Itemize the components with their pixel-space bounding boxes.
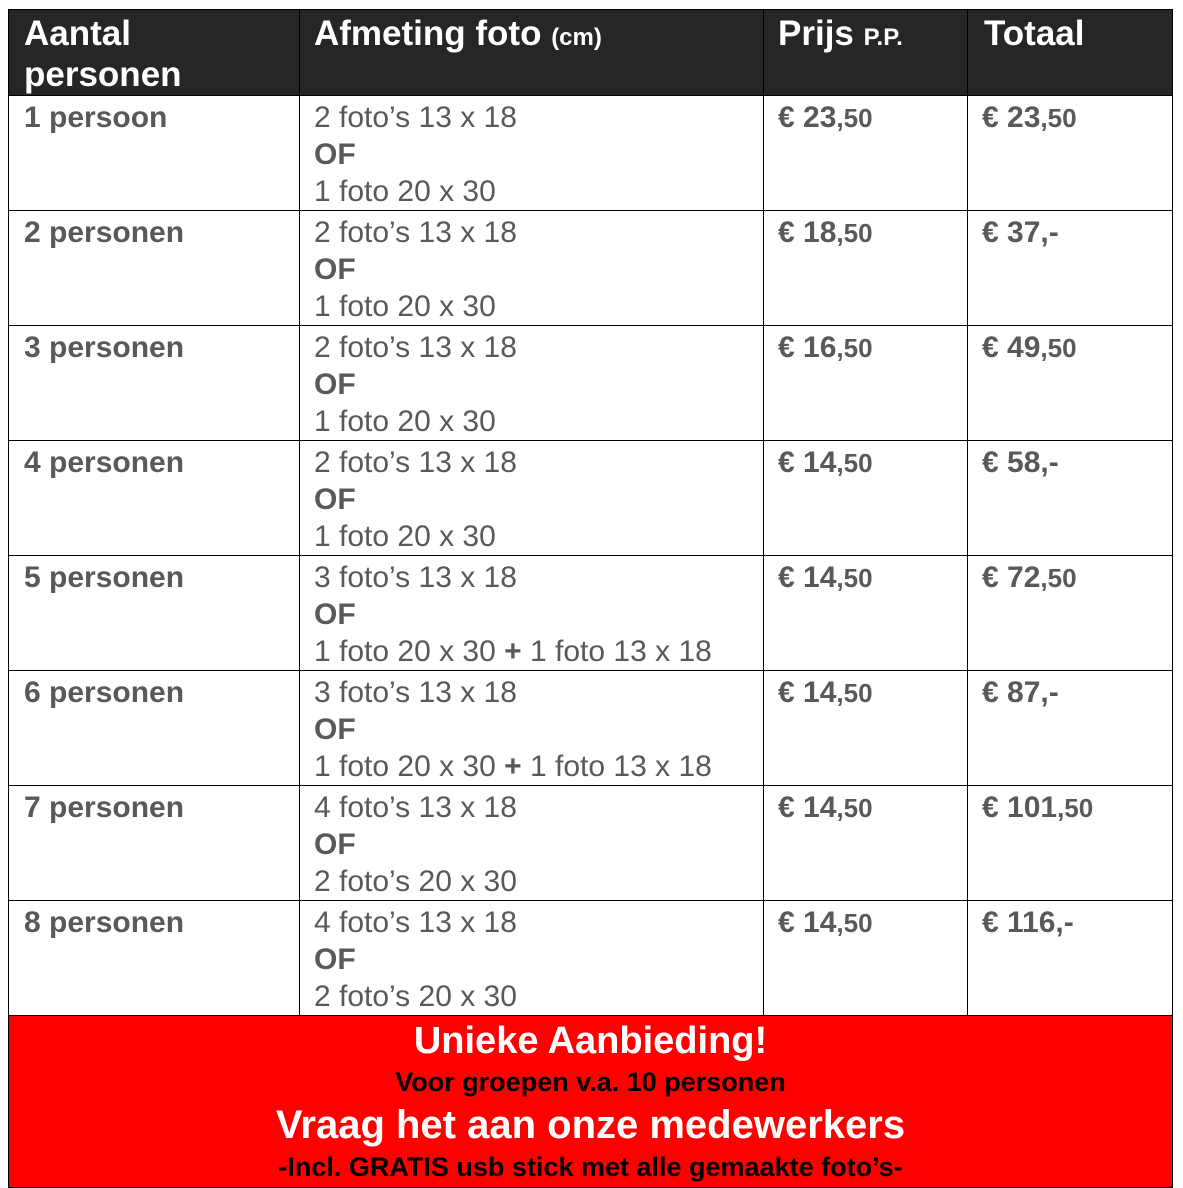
photo-option-a: 4 foto’s 13 x 18 — [314, 906, 517, 939]
photo-option-b-main: 1 foto 20 x 30 — [314, 520, 496, 553]
offer-banner — [9, 1016, 1173, 1188]
photo-option-a: 2 foto’s 13 x 18 — [314, 331, 517, 364]
header-total-label: Totaal — [984, 14, 1085, 53]
price-main: € 14 — [778, 676, 837, 709]
photo-option-a: 3 foto’s 13 x 18 — [314, 676, 517, 709]
total-cents: ,50 — [1040, 103, 1077, 133]
photo-size-cell — [300, 211, 764, 326]
photo-option-b-main: 1 foto 20 x 30 — [314, 290, 496, 323]
price-table — [8, 9, 1173, 1188]
or-label: OF — [314, 138, 356, 171]
table-row — [9, 441, 1173, 556]
price-cents: ,50 — [836, 908, 873, 938]
header-persons-line1: Aantal — [24, 14, 131, 53]
total-cents: ,50 — [1040, 563, 1077, 593]
photo-option-b-main: 1 foto 20 x 30 — [314, 405, 496, 438]
or-label: OF — [314, 943, 356, 976]
price-cell — [764, 441, 968, 556]
photo-option-b-extra: 1 foto 13 x 18 — [521, 635, 712, 668]
persons-label: 8 personen — [24, 906, 185, 939]
price-cell — [764, 96, 968, 211]
price-cell — [764, 211, 968, 326]
header-persons-line2: personen — [24, 55, 182, 94]
total-cell — [968, 441, 1173, 556]
header-price-unit: P.P. — [863, 24, 903, 51]
total-main: € 101 — [982, 791, 1058, 824]
photo-option-a: 2 foto’s 13 x 18 — [314, 446, 517, 479]
offer-note: -Incl. GRATIS usb stick met alle gemaakte foto’s- — [278, 1152, 903, 1182]
table-row — [9, 326, 1173, 441]
persons-label: 7 personen — [24, 791, 185, 824]
total-main: € 72 — [982, 561, 1041, 594]
price-cents: ,50 — [836, 793, 873, 823]
photo-option-b — [314, 978, 763, 1015]
header-photo-size — [300, 10, 764, 96]
total-cell — [968, 671, 1173, 786]
price-cell — [764, 326, 968, 441]
header-photo-size-unit: (cm) — [551, 24, 602, 51]
price-cents: ,50 — [836, 333, 873, 363]
or-label: OF — [314, 598, 356, 631]
persons-cell — [9, 326, 300, 441]
persons-cell — [9, 211, 300, 326]
persons-label: 2 personen — [24, 216, 185, 249]
persons-cell — [9, 556, 300, 671]
table-row — [9, 96, 1173, 211]
total-main: € 49 — [982, 331, 1041, 364]
photo-option-b — [314, 288, 763, 325]
persons-label: 4 personen — [24, 446, 185, 479]
photo-option-b — [314, 748, 763, 785]
offer-subtitle: Voor groepen v.a. 10 personen — [395, 1067, 786, 1097]
price-cents: ,50 — [836, 678, 873, 708]
photo-size-cell — [300, 556, 764, 671]
table-row — [9, 786, 1173, 901]
offer-row — [9, 1016, 1173, 1188]
price-cents: ,50 — [836, 563, 873, 593]
total-cell — [968, 326, 1173, 441]
table-row — [9, 671, 1173, 786]
or-label: OF — [314, 253, 356, 286]
persons-label: 6 personen — [24, 676, 185, 709]
price-cell — [764, 671, 968, 786]
persons-label: 5 personen — [24, 561, 185, 594]
photo-size-cell — [300, 901, 764, 1016]
photo-option-b — [314, 173, 763, 210]
photo-size-cell — [300, 96, 764, 211]
header-photo-size-label: Afmeting foto — [314, 14, 542, 53]
table-row — [9, 901, 1173, 1016]
price-cents: ,50 — [836, 218, 873, 248]
plus-sign: + — [504, 750, 522, 783]
header-persons — [9, 10, 300, 96]
price-main: € 14 — [778, 906, 837, 939]
persons-label: 3 personen — [24, 331, 185, 364]
header-total — [968, 10, 1173, 96]
header-price — [764, 10, 968, 96]
or-label: OF — [314, 713, 356, 746]
photo-size-cell — [300, 326, 764, 441]
plus-sign: + — [504, 635, 522, 668]
price-cell — [764, 556, 968, 671]
total-main: € 23 — [982, 101, 1041, 134]
photo-option-b — [314, 633, 763, 670]
total-cell — [968, 96, 1173, 211]
photo-size-cell — [300, 671, 764, 786]
total-cell — [968, 211, 1173, 326]
persons-cell — [9, 441, 300, 556]
price-cents: ,50 — [836, 103, 873, 133]
persons-cell — [9, 96, 300, 211]
table-body — [9, 96, 1173, 1016]
persons-cell — [9, 901, 300, 1016]
price-main: € 14 — [778, 446, 837, 479]
photo-option-a: 2 foto’s 13 x 18 — [314, 101, 517, 134]
total-main: € 87,- — [982, 676, 1059, 709]
total-main: € 116,- — [982, 906, 1074, 939]
photo-option-b — [314, 403, 763, 440]
price-main: € 14 — [778, 791, 837, 824]
photo-option-b-main: 1 foto 20 x 30 — [314, 750, 505, 783]
price-cents: ,50 — [836, 448, 873, 478]
photo-option-b-main: 2 foto’s 20 x 30 — [314, 980, 517, 1013]
total-cell — [968, 901, 1173, 1016]
persons-label: 1 persoon — [24, 101, 168, 134]
price-main: € 18 — [778, 216, 837, 249]
photo-size-cell — [300, 786, 764, 901]
table-row — [9, 556, 1173, 671]
photo-size-cell — [300, 441, 764, 556]
photo-option-b — [314, 863, 763, 900]
table-header-row — [9, 10, 1173, 96]
photo-option-b-main: 1 foto 20 x 30 — [314, 635, 505, 668]
price-cell — [764, 786, 968, 901]
photo-option-a: 2 foto’s 13 x 18 — [314, 216, 517, 249]
total-cents: ,50 — [1057, 793, 1094, 823]
price-main: € 16 — [778, 331, 837, 364]
photo-option-b-main: 2 foto’s 20 x 30 — [314, 865, 517, 898]
price-cell — [764, 901, 968, 1016]
price-main: € 23 — [778, 101, 837, 134]
photo-option-b-extra: 1 foto 13 x 18 — [521, 750, 712, 783]
or-label: OF — [314, 828, 356, 861]
photo-option-a: 4 foto’s 13 x 18 — [314, 791, 517, 824]
total-cell — [968, 556, 1173, 671]
header-price-label: Prijs — [778, 14, 854, 53]
persons-cell — [9, 671, 300, 786]
total-cents: ,50 — [1040, 333, 1077, 363]
offer-cta: Vraag het aan onze medewerkers — [275, 1103, 906, 1147]
photo-option-b-main: 1 foto 20 x 30 — [314, 175, 496, 208]
total-main: € 37,- — [982, 216, 1059, 249]
persons-cell — [9, 786, 300, 901]
offer-title: Unieke Aanbieding! — [413, 1020, 768, 1062]
or-label: OF — [314, 483, 356, 516]
or-label: OF — [314, 368, 356, 401]
photo-option-b — [314, 518, 763, 555]
price-main: € 14 — [778, 561, 837, 594]
total-cell — [968, 786, 1173, 901]
photo-option-a: 3 foto’s 13 x 18 — [314, 561, 517, 594]
table-row — [9, 211, 1173, 326]
total-main: € 58,- — [982, 446, 1059, 479]
